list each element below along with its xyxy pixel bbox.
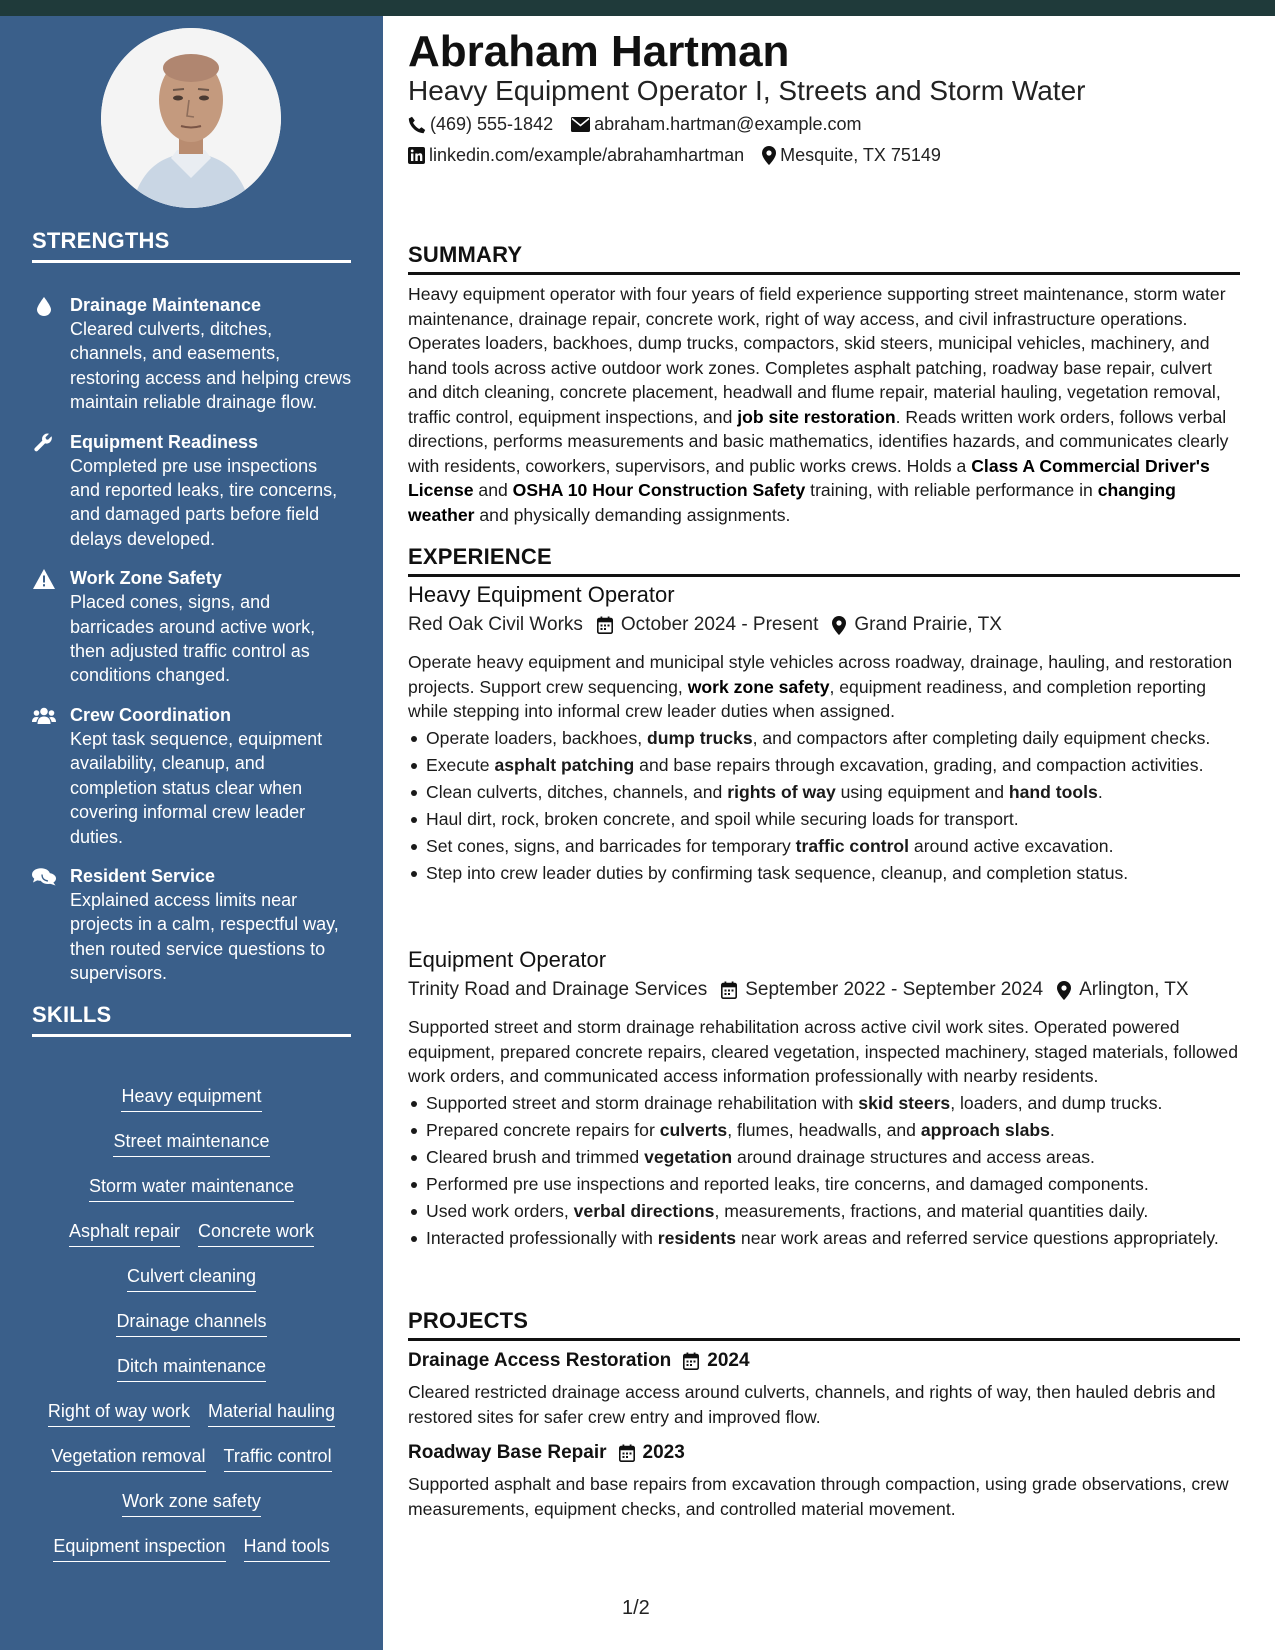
calendar-icon (683, 1352, 699, 1370)
list-item: Used work orders, verbal directions, measurements, fractions, and material quantities daily. (408, 1199, 1240, 1224)
phone-text: (469) 555-1842 (430, 114, 554, 134)
job-meta (408, 979, 1189, 1001)
job-location: Arlington, TX (1079, 979, 1189, 1000)
project-name: Drainage Access Restoration (408, 1350, 672, 1371)
phone-contact (408, 114, 553, 135)
skill-row (32, 1399, 351, 1444)
strength-title: Resident Service (70, 865, 216, 886)
job-description: Operate heavy equipment and municipal style vehicles across roadway, drainage, hauling, and restoration projects. Support crew sequencing, work zone safety, equipment readiness, and completion reporting while stepping into informal crew leader duties when assigned. (408, 652, 1233, 721)
skills-list (32, 1084, 351, 1579)
location-contact (762, 145, 941, 166)
strength-title: Equipment Readiness (70, 431, 259, 452)
skill-tag: Culvert cleaning (127, 1264, 256, 1292)
skill-row (32, 1129, 351, 1174)
job-title: Equipment Operator (408, 947, 607, 972)
experience-heading: EXPERIENCE (408, 544, 1240, 577)
skill-tag: Ditch maintenance (117, 1354, 266, 1382)
skill-row (32, 1309, 351, 1354)
map-pin-icon (762, 146, 776, 165)
list-item: Haul dirt, rock, broken concrete, and spoil while securing loads for transport. (408, 807, 1240, 832)
skill-tag: Hand tools (244, 1534, 330, 1562)
skills-heading: SKILLS (32, 1002, 351, 1037)
strength-item (32, 704, 352, 849)
strength-description: Kept task sequence, equipment availability, cleanup, and completion status clear when covering informal crew leader duties. (70, 728, 323, 847)
strength-title: Work Zone Safety (70, 568, 222, 589)
skill-tag: Asphalt repair (69, 1219, 180, 1247)
strength-description: Explained access limits near projects in a calm, respectful way, then routed service questions to supervisors. (70, 889, 339, 984)
skill-tag: Street maintenance (113, 1129, 269, 1157)
email-text[interactable]: abraham.hartman@example.com (594, 114, 862, 134)
project-description: Supported asphalt and base repairs from excavation through compaction, using grade observations, crew measurements, equipment checks, and controlled material movement. (408, 1474, 1229, 1519)
job-bullets (408, 1091, 1240, 1253)
list-item: Step into crew leader duties by confirming task sequence, cleanup, and completion status. (408, 861, 1240, 886)
skill-tag: Equipment inspection (53, 1534, 225, 1562)
project-year: 2024 (707, 1350, 750, 1371)
skill-tag: Right of way work (48, 1399, 190, 1427)
skill-row (32, 1264, 351, 1309)
project-description: Cleared restricted drainage access around culverts, channels, and rights of way, then hauled debris and restored sites for safer crew entry and improved flow. (408, 1382, 1216, 1427)
skill-tag: Drainage channels (116, 1309, 266, 1337)
skill-tag: Material hauling (208, 1399, 335, 1427)
list-item: Execute asphalt patching and base repairs through excavation, grading, and compaction activities. (408, 753, 1240, 778)
sidebar (0, 16, 383, 1650)
job-dates: September 2022 - September 2024 (745, 979, 1044, 1000)
company-name: Trinity Road and Drainage Services (408, 979, 708, 1000)
page-number: 1/2 (622, 1597, 650, 1619)
projects-heading: PROJECTS (408, 1308, 1240, 1341)
summary-text: Heavy equipment operator with four years of field experience supporting street maintenance, storm water maintenance, drainage repair, concrete work, right of way access, and civil infrastructure operations. Operates loaders, backhoes, dump trucks, compactors, skid steers, municipal vehicles, machinery, and hand tools across active outdoor work zones. Completes asphalt patching, roadway base repair, culvert and ditch cleaning, concrete placement, headwall and flume repair, material hauling, vegetation removal, traffic control, equipment inspections, and job site restoration. Reads written work orders, follows verbal directions, performs measurements and basic mathematics, identifies hazards, and communicates clearly with residents, coworkers, supervisors, and public works crews. Holds a Class A Commercial Driver's License and OSHA 10 Hour Construction Safety training, with reliable performance in changing weather and physically demanding assignments. (408, 284, 1229, 525)
strengths-heading: STRENGTHS (32, 228, 351, 263)
wrench-icon (32, 433, 56, 453)
linkedin-text[interactable]: linkedin.com/example/abrahamhartman (429, 145, 745, 165)
strength-item (32, 567, 352, 688)
skill-tag: Heavy equipment (121, 1084, 261, 1112)
phone-icon (408, 116, 426, 134)
list-item: Prepared concrete repairs for culverts, flumes, headwalls, and approach slabs. (408, 1118, 1240, 1143)
strength-description: Placed cones, signs, and barricades around active work, then adjusted traffic control as conditions changed. (70, 592, 316, 686)
job-location: Grand Prairie, TX (854, 614, 1002, 635)
project-title (408, 1350, 750, 1372)
email-contact[interactable] (571, 114, 861, 135)
skill-row (32, 1174, 351, 1219)
list-item: Supported street and storm drainage rehabilitation with skid steers, loaders, and dump trucks. (408, 1091, 1240, 1116)
candidate-title: Heavy Equipment Operator I, Streets and Storm Water (408, 75, 1086, 106)
skill-row (32, 1084, 351, 1129)
strength-description: Cleared culverts, ditches, channels, and easements, restoring access and helping crews maintain reliable drainage flow. (70, 319, 352, 413)
skill-row (32, 1489, 351, 1534)
list-item: Interacted professionally with residents near work areas and referred service questions appropriately. (408, 1226, 1240, 1251)
skill-tag: Traffic control (224, 1444, 332, 1472)
calendar-icon (721, 981, 737, 999)
profile-photo (101, 28, 281, 208)
strength-item (32, 865, 352, 986)
job-title: Heavy Equipment Operator (408, 582, 675, 607)
skill-row (32, 1354, 351, 1399)
calendar-icon (619, 1444, 635, 1462)
location-text: Mesquite, TX 75149 (780, 145, 941, 165)
list-item: Performed pre use inspections and reported leaks, tire concerns, and damaged components. (408, 1172, 1240, 1197)
list-item: Operate loaders, backhoes, dump trucks, and compactors after completing daily equipment checks. (408, 726, 1240, 751)
water-drop-icon (32, 296, 56, 316)
linkedin-icon (408, 147, 425, 164)
job-bullets (408, 726, 1240, 888)
calendar-icon (597, 616, 613, 634)
chat-icon (32, 867, 56, 887)
users-icon (32, 706, 56, 726)
skill-row (32, 1534, 351, 1579)
contact-row-2 (408, 145, 959, 166)
map-pin-icon (1057, 981, 1071, 1000)
list-item: Cleared brush and trimmed vegetation around drainage structures and access areas. (408, 1145, 1240, 1170)
skill-tag: Concrete work (198, 1219, 314, 1247)
skill-tag: Vegetation removal (51, 1444, 205, 1472)
job-meta (408, 614, 1002, 636)
candidate-name: Abraham Hartman (408, 27, 790, 76)
skill-row (32, 1444, 351, 1489)
project-year: 2023 (642, 1442, 685, 1463)
list-item: Set cones, signs, and barricades for temporary traffic control around active excavation. (408, 834, 1240, 859)
strength-description: Completed pre use inspections and reported leaks, tire concerns, and damaged parts before field delays developed. (70, 455, 338, 549)
strength-item (32, 294, 352, 415)
skill-tag: Work zone safety (122, 1489, 261, 1517)
linkedin-contact[interactable] (408, 145, 744, 166)
strengths-list (32, 294, 352, 1002)
strength-title: Crew Coordination (70, 704, 231, 725)
project-name: Roadway Base Repair (408, 1442, 607, 1463)
list-item: Clean culverts, ditches, channels, and rights of way using equipment and hand tools. (408, 780, 1240, 805)
envelope-icon (571, 117, 590, 132)
skill-row (32, 1219, 351, 1264)
strength-item (32, 431, 352, 552)
project-title (408, 1442, 685, 1464)
strength-title: Drainage Maintenance (70, 295, 262, 315)
company-name: Red Oak Civil Works (408, 614, 583, 635)
contact-row-1 (408, 114, 879, 135)
top-accent-bar (0, 0, 1275, 16)
map-pin-icon (832, 616, 846, 635)
warning-icon (32, 569, 56, 589)
summary-heading: SUMMARY (408, 242, 1240, 275)
job-dates: October 2024 - Present (620, 614, 819, 635)
job-description: Supported street and storm drainage rehabilitation across active civil work sites. Operated powered equipment, prepared concrete repairs, cleared vegetation, inspected machinery, staged materials, followed work orders, and communicated access information professionally with nearby residents. (408, 1017, 1238, 1086)
skill-tag: Storm water maintenance (89, 1174, 294, 1202)
